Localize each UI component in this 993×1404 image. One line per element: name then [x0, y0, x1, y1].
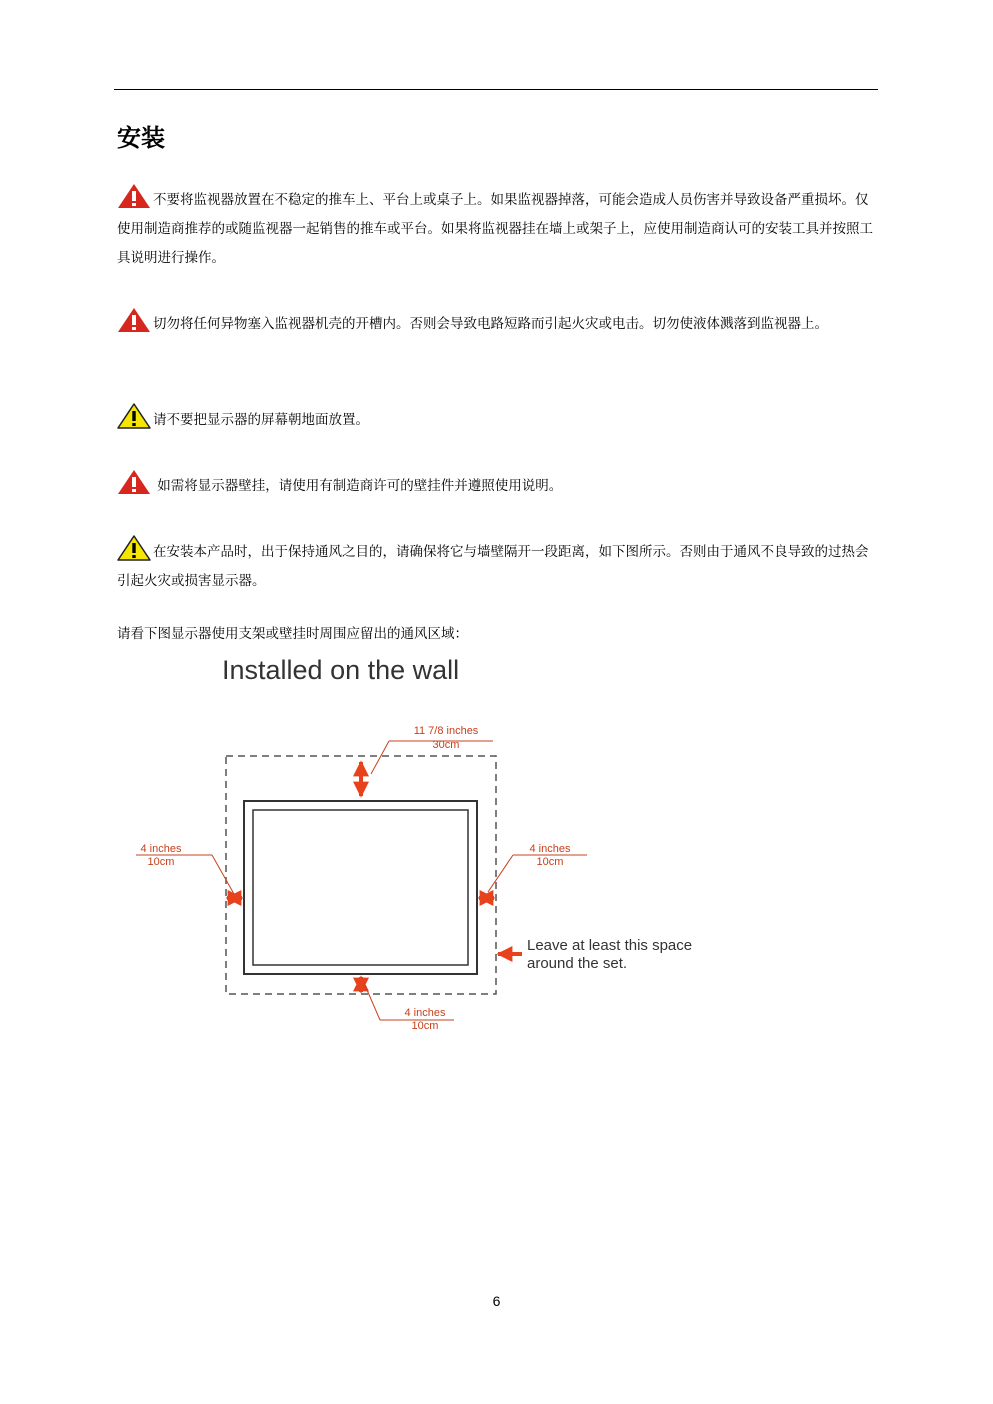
red-warning-icon [117, 469, 151, 495]
warning-paragraph-unstable-surface [117, 183, 879, 273]
yellow-caution-icon [117, 403, 151, 429]
red-warning-icon [117, 183, 151, 209]
right-dimension-cm: 10cm [536, 856, 564, 868]
note-line-1: Leave at least this space [527, 937, 693, 954]
section-title: 安装 [117, 124, 165, 152]
yellow-caution-icon [117, 535, 151, 561]
left-dimension-cm: 10cm [147, 856, 175, 868]
caution-paragraph-ventilation [117, 535, 879, 596]
paragraph-text: 不要将监视器放置在不稳定的推车上、平台上或桌子上。如果监视器掉落，可能会造成人员伤害并导致设备严重损坏。仅使用制造商推荐的或随监视器一起销售的推车或平台。如果将监视器挂在墙上或架子上，应使用制造商认可的安装工具并按照工具说明进行操作。 [117, 192, 873, 266]
top-dimension-cm: 30cm [432, 739, 460, 751]
paragraph-text: 在安装本产品时，出于保持通风之目的，请确保将它与墙壁隔开一段距离，如下图所示。否则由于通风不良导致的过热会引起火灾或损害显示器。 [117, 544, 869, 589]
right-dimension-inches: 4 inches [529, 843, 571, 855]
bottom-dimension-inches: 4 inches [404, 1007, 446, 1019]
right-leader-line [488, 855, 513, 892]
top-leader-line [371, 741, 389, 774]
page-number: 6 [492, 1293, 501, 1309]
warning-paragraph-wall-mount [117, 469, 879, 501]
caution-paragraph-screen-down [117, 403, 879, 435]
header-rule [114, 89, 878, 90]
diagram-title: Installed on the wall [222, 655, 460, 685]
wall-mount-clearance-diagram [110, 648, 730, 1048]
top-dimension-inches: 11 7/8 inches [413, 725, 479, 737]
diagram-caption: 请看下图显示器使用支架或壁挂时周围应留出的通风区域： [117, 626, 468, 642]
left-dimension-inches: 4 inches [140, 843, 182, 855]
left-leader-line [212, 855, 234, 894]
warning-paragraph-foreign-objects [117, 307, 879, 339]
monitor-screen [253, 810, 468, 965]
bottom-leader-line [364, 983, 380, 1020]
bottom-dimension-cm: 10cm [411, 1020, 439, 1032]
note-line-2: around the set. [527, 955, 628, 972]
paragraph-text: 请不要把显示器的屏幕朝地面放置。 [153, 412, 369, 428]
red-warning-icon [117, 307, 151, 333]
paragraph-text: 切勿将任何异物塞入监视器机壳的开槽内。否则会导致电路短路而引起火灾或电击。切勿使液体溅落到监视器上。 [153, 316, 828, 332]
paragraph-text: 如需将显示器壁挂，请使用有制造商许可的壁挂件并遵照使用说明。 [153, 478, 563, 494]
